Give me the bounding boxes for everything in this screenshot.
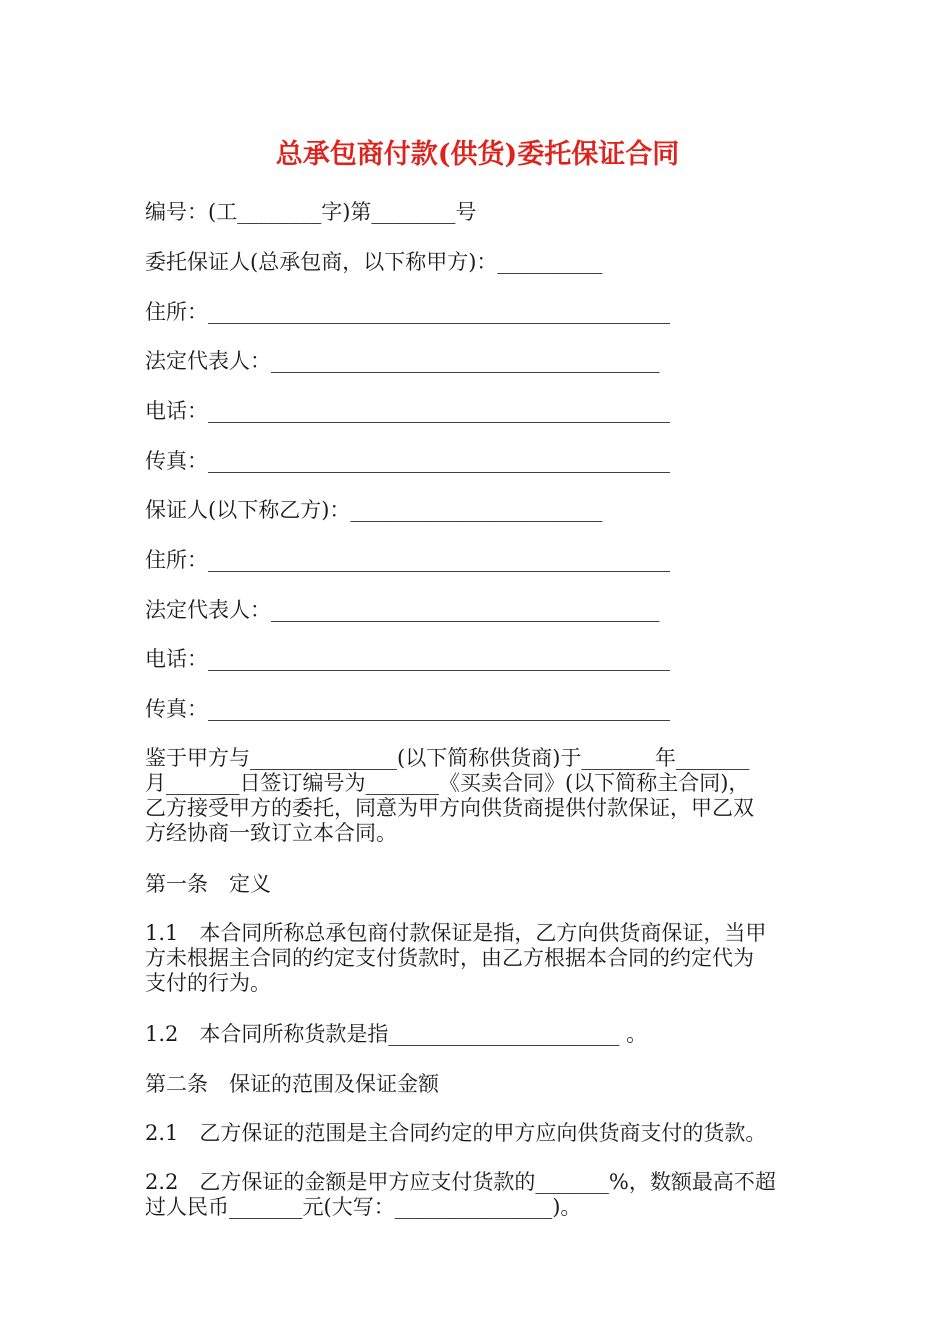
- party-a-name-line: 委托保证人(总承包商，以下称甲方)：__________: [145, 250, 603, 274]
- preamble-line: 乙方接受甲方的委托，同意为甲方向供货商提供付款保证，甲乙双: [145, 796, 754, 820]
- party-b-phone-line: 电话：____________________________________________: [145, 647, 670, 671]
- party-a-address-line: 住所：____________________________________________: [145, 300, 670, 324]
- clause-1-1: [145, 921, 810, 996]
- clause-line: 过人民币_______元(大写：_______________)。: [145, 1195, 582, 1219]
- party-b-representative-line: 法定代表人：_____________________________________: [145, 598, 660, 622]
- preamble-line: 月_______日签订编号为_______《买卖合同》(以下简称主合同)，: [145, 771, 750, 795]
- article-1-heading: 第一条 定义: [145, 872, 271, 896]
- party-a-phone-line: 电话：____________________________________________: [145, 399, 670, 423]
- clause-1-2: 1.2 本合同所称货款是指______________________ 。: [145, 1022, 648, 1046]
- clause-line: 2.2 乙方保证的金额是甲方应支付货款的_______%，数额最高不超: [145, 1170, 776, 1194]
- preamble-line: 鉴于甲方与______________(以下简称供货商)于_______年_______: [145, 746, 750, 770]
- contract-number-line: 编号：(工________字)第________号: [145, 200, 477, 224]
- party-a-representative-line: 法定代表人：_____________________________________: [145, 349, 660, 373]
- document-title: 总承包商付款(供货)委托保证合同: [275, 139, 680, 170]
- party-a-fax-line: 传真：____________________________________________: [145, 449, 670, 473]
- clause-line: 1.1 本合同所称总承包商付款保证是指，乙方向供货商保证，当甲: [145, 921, 767, 945]
- clause-2-2: [145, 1170, 810, 1220]
- article-2-heading: 第二条 保证的范围及保证金额: [145, 1072, 439, 1096]
- party-b-fax-line: 传真：____________________________________________: [145, 697, 670, 721]
- preamble-paragraph: [145, 746, 810, 846]
- clause-2-1: 2.1 乙方保证的范围是主合同约定的甲方应向供货商支付的货款。: [145, 1121, 767, 1145]
- party-b-address-line: 住所：____________________________________________: [145, 548, 670, 572]
- preamble-line: 方经协商一致订立本合同。: [145, 821, 397, 845]
- clause-line: 支付的行为。: [145, 971, 271, 995]
- party-b-name-line: 保证人(以下称乙方)：________________________: [145, 498, 603, 522]
- clause-line: 方未根据主合同的约定支付货款时，由乙方根据本合同的约定代为: [145, 946, 754, 970]
